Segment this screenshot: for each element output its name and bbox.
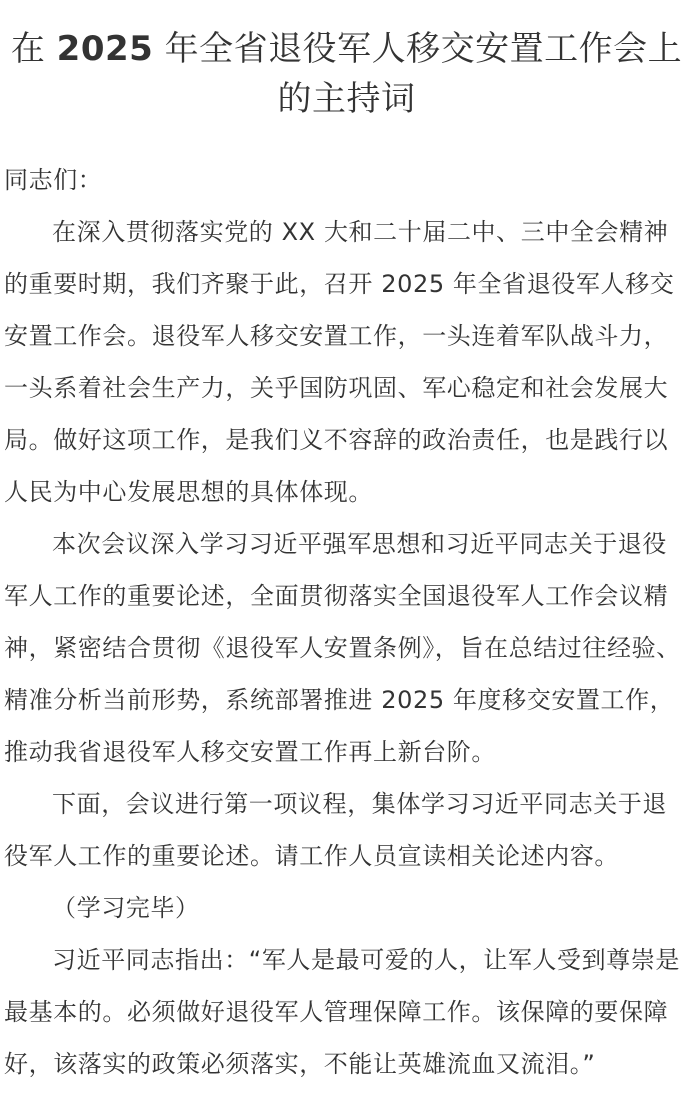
title-line2: 的主持词 [277, 79, 416, 119]
paragraph-opening: 在深入贯彻落实党的 XX 大和二十届二中、三中全会精神的重要时期，我们齐聚于此，召开 2025 年全省退役军人移交安置工作会。退役军人移交安置工作，一头连着军队战斗力，一头系着社会生产力，关乎国防巩固、军心稳定和社会发展大局。做好这项工作，是我们义不容辞的政治责任，也是践行以人民为中心发展思想的具体体现。 [4, 218, 675, 506]
paragraph-meeting-purpose: 本次会议深入学习习近平强军思想和习近平同志关于退役军人工作的重要论述，全面贯彻落实全国退役军人工作会议精神，紧密结合贯彻《退役军人安置条例》，旨在总结过往经验、精准分析当前形势，系统部署推进 2025 年度移交安置工作，推动我省退役军人移交安置工作再上新台阶。 [4, 530, 681, 766]
title-line1-rest: 年全省退役军人移交安置工作会上 [153, 29, 683, 69]
document-body [4, 154, 689, 1090]
paragraph-quote: 习近平同志指出：“军人是最可爱的人，让军人受到尊崇是最基本的。必须做好退役军人管理保障工作。该保障的要保障好，该落实的政策必须落实，不能让英雄流血又流泪。” [4, 946, 681, 1078]
paragraph-study-complete: （学习完毕） [52, 894, 200, 922]
title-year: 2025 [56, 29, 154, 69]
paragraph-agenda-item: 下面，会议进行第一项议程，集体学习习近平同志关于退役军人工作的重要论述。请工作人员宣读相关论述内容。 [4, 790, 667, 870]
document-title [4, 24, 689, 124]
title-prefix: 在 [10, 29, 57, 69]
salutation: 同志们： [4, 166, 103, 194]
